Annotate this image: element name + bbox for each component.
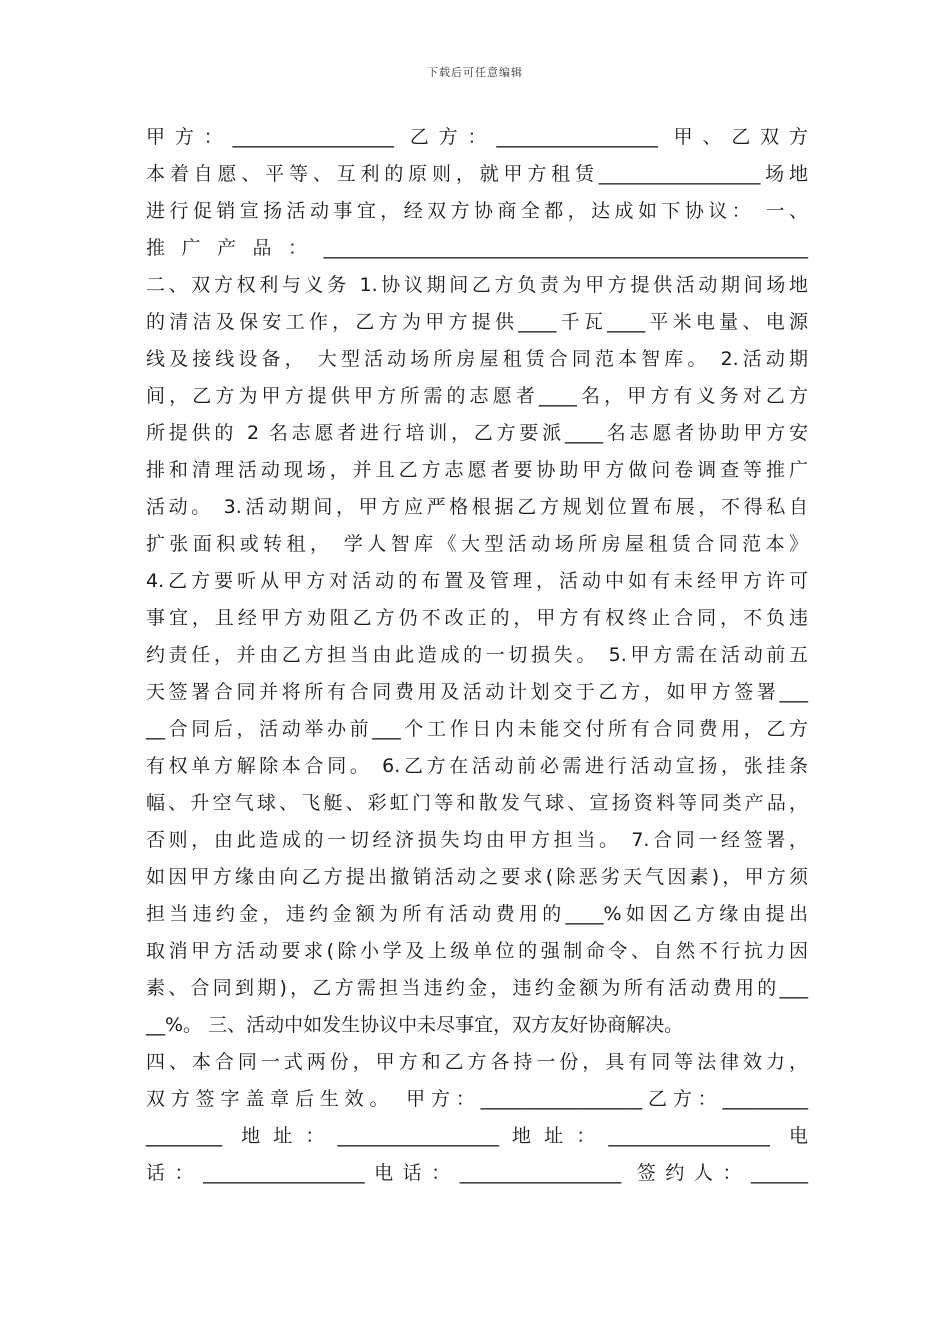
text-line: 有权单方解除本合同。 6.乙方在活动前必需进行活动宣扬，张挂条 bbox=[146, 755, 808, 777]
text-line: 二、双方权利与义务 1.协议期间乙方负责为甲方提供活动期间场地 bbox=[146, 274, 808, 296]
text-line: 素、合同到期)，乙方需担当违约金，违约金额为所有活动费用的___ bbox=[146, 977, 808, 999]
text-line: 间，乙方为甲方提供甲方所需的志愿者____名，甲方有义务对乙方 bbox=[146, 385, 808, 407]
text-line: 双方签字盖章后生效。 甲方：_________________乙方：_________ bbox=[146, 1088, 808, 1110]
text-line: 担当违约金，违约金额为所有活动费用的____%如因乙方缘由提出 bbox=[146, 903, 808, 925]
text-line: 否则，由此造成的一切经济损失均由甲方担当。 7.合同一经签署， bbox=[146, 829, 808, 851]
text-line: 话：_________________电话：_________________ 签约人：______ bbox=[146, 1162, 808, 1184]
text-line: 活动。 3.活动期间，甲方应严格根据乙方规划位置布展，不得私自 bbox=[146, 496, 808, 518]
page-header-note: 下载后可任意编辑 bbox=[427, 66, 523, 79]
text-line: 进行促销宣扬活动事宜，经双方协商全都，达成如下协议： 一、 bbox=[146, 200, 808, 222]
text-line: 扩张面积或转租， 学人智库《大型活动场所房屋租赁合同范本》 bbox=[146, 533, 808, 555]
text-line: __合同后，活动举办前___个工作日内未能交付所有合同费用，乙方 bbox=[146, 718, 808, 740]
text-line: 甲方：_________________ 乙方：_________________ 甲、乙双方 bbox=[146, 126, 808, 148]
text-line: 幅、升空气球、飞艇、彩虹门等和散发气球、宣扬资料等同类产品， bbox=[146, 792, 808, 814]
text-line: 如因甲方缘由向乙方提出撤销活动之要求(除恶劣天气因素)，甲方须 bbox=[146, 866, 808, 888]
text-line: 线及接线设备， 大型活动场所房屋租赁合同范本智库。 2.活动期 bbox=[146, 348, 808, 370]
text-line: __%。 三、活动中如发生协议中未尽事宜，双方友好协商解决。 bbox=[146, 1014, 684, 1036]
text-line: 的清洁及保安工作，乙方为甲方提供____千瓦____平米电量、电源 bbox=[146, 311, 808, 333]
text-line: 推广产品：___________________________________________________ bbox=[146, 237, 808, 259]
text-line: 约责任，并由乙方担当由此造成的一切损失。 5.甲方需在活动前五 bbox=[146, 644, 808, 666]
text-line: 本着自愿、平等、互利的原则，就甲方租赁_________________场地 bbox=[146, 163, 808, 185]
contract-body bbox=[146, 119, 808, 1192]
text-line: 天签署合同并将所有合同费用及活动计划交于乙方，如甲方签署___ bbox=[146, 681, 808, 703]
text-line: 4.乙方要听从甲方对活动的布置及管理，活动中如有未经甲方许可 bbox=[146, 570, 808, 592]
text-line: 事宜，且经甲方劝阻乙方仍不改正的，甲方有权终止合同，不负违 bbox=[146, 607, 808, 629]
text-line: 所提供的 2 名志愿者进行培训，乙方要派____名志愿者协助甲方安 bbox=[146, 422, 808, 444]
text-line: 四、本合同一式两份，甲方和乙方各持一份，具有同等法律效力， bbox=[146, 1051, 808, 1073]
text-line: 排和清理活动现场，并且乙方志愿者要协助甲方做问卷调查等推广 bbox=[146, 459, 808, 481]
text-line: ________ 地址：_________________地址：_________________ 电 bbox=[146, 1125, 808, 1147]
text-line: 取消甲方活动要求(除小学及上级单位的强制命令、自然不行抗力因 bbox=[146, 940, 808, 962]
